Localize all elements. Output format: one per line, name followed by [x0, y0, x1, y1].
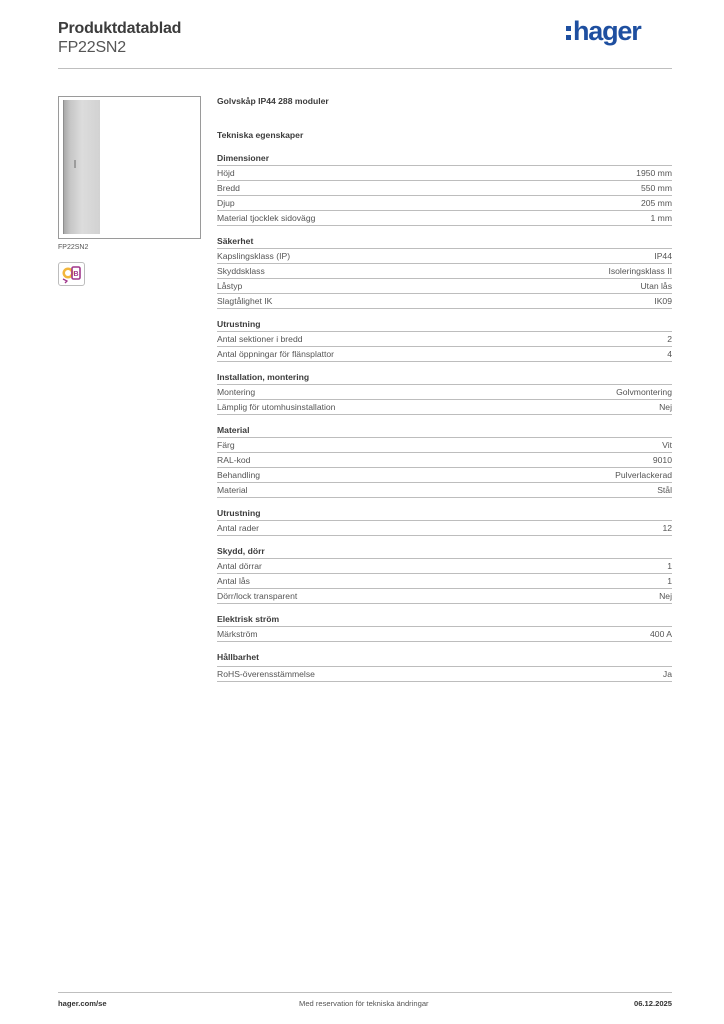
spec-row [217, 181, 672, 196]
spec-label: Dörr/lock transparent [217, 591, 298, 601]
product-code: FP22SN2 [58, 39, 126, 56]
spec-value: Ja [662, 669, 672, 679]
hager-logo[interactable] [566, 14, 641, 48]
spec-value: Nej [659, 591, 672, 601]
spec-group-title: Skydd, dörr [217, 545, 672, 559]
spec-group-title: Säkerhet [217, 235, 672, 249]
footer-disclaimer: Med reservation för tekniska ändringar [299, 999, 429, 1008]
spec-value: 1 [667, 561, 672, 571]
spec-row [217, 667, 672, 682]
spec-row [217, 166, 672, 181]
document-title: Produktdatablad [58, 20, 182, 37]
spec-row [217, 521, 672, 536]
spec-row [217, 264, 672, 279]
spec-group-title: Utrustning [217, 318, 672, 332]
spec-row [217, 385, 672, 400]
recycling-label-icon [58, 262, 85, 286]
spec-value: 9010 [652, 455, 672, 465]
spec-row [217, 468, 672, 483]
spec-group [217, 651, 672, 682]
spec-value: 400 A [650, 629, 672, 639]
spec-group [217, 235, 672, 309]
spec-group [217, 613, 672, 642]
spec-label: Antal sektioner i bredd [217, 334, 303, 344]
spec-value: 205 mm [640, 198, 672, 208]
spec-row [217, 438, 672, 453]
spec-value: Nej [659, 402, 672, 412]
spec-label: Höjd [217, 168, 235, 178]
spec-value: Pulverlackerad [615, 470, 672, 480]
spec-group [217, 371, 672, 415]
spec-label: Märkström [217, 629, 258, 639]
specification-area [217, 96, 672, 691]
spec-label: Antal lås [217, 576, 250, 586]
spec-value: Isoleringsklass II [608, 266, 672, 276]
spec-label: Lämplig för utomhusinstallation [217, 402, 336, 412]
spec-group [217, 545, 672, 604]
spec-value: 1950 mm [636, 168, 672, 178]
spec-group [217, 424, 672, 498]
spec-group-title: Installation, montering [217, 371, 672, 385]
spec-group [217, 507, 672, 536]
spec-label: Bredd [217, 183, 240, 193]
cabinet-handle [74, 160, 76, 168]
spec-row [217, 453, 672, 468]
spec-row [217, 211, 672, 226]
spec-label: Slagtålighet IK [217, 296, 273, 306]
spec-value: Vit [662, 440, 672, 450]
spec-label: Låstyp [217, 281, 243, 291]
spec-value: 4 [667, 349, 672, 359]
product-image [58, 96, 201, 239]
spec-value: Stål [657, 485, 672, 495]
spec-group-title: Utrustning [217, 507, 672, 521]
spec-label: Material tjocklek sidovägg [217, 213, 316, 223]
spec-value: 2 [667, 334, 672, 344]
technical-properties-title: Tekniska egenskaper [217, 130, 304, 140]
spec-row [217, 627, 672, 642]
spec-group [217, 152, 672, 226]
spec-row [217, 279, 672, 294]
spec-value: IP44 [654, 251, 672, 261]
spec-value: 550 mm [640, 183, 672, 193]
spec-label: Antal öppningar för flänsplattor [217, 349, 335, 359]
spec-label: Färg [217, 440, 235, 450]
spec-value: Utan lås [640, 281, 672, 291]
spec-group-title: Dimensioner [217, 152, 672, 166]
product-description: Golvskåp IP44 288 moduler [217, 96, 329, 106]
spec-value: Golvmontering [616, 387, 672, 397]
spec-value: IK09 [654, 296, 672, 306]
spec-label: RAL-kod [217, 455, 251, 465]
floor-cabinet-image [63, 100, 100, 234]
spec-row [217, 483, 672, 498]
spec-row [217, 347, 672, 362]
spec-row [217, 589, 672, 604]
spec-value: 12 [662, 523, 672, 533]
spec-label: Skyddsklass [217, 266, 265, 276]
spec-value: 1 [667, 576, 672, 586]
footer-divider [58, 992, 672, 993]
spec-label: Montering [217, 387, 256, 397]
spec-group-title: Hållbarhet [217, 651, 672, 667]
specification-groups [217, 152, 672, 682]
spec-group [217, 318, 672, 362]
logo-text: hager [573, 15, 641, 46]
image-caption: FP22SN2 [58, 244, 89, 251]
spec-label: RoHS-överensstämmelse [217, 669, 315, 679]
spec-value: 1 mm [650, 213, 672, 223]
footer-date: 06.12.2025 [633, 999, 672, 1008]
spec-row [217, 400, 672, 415]
svg-text:B: B [73, 271, 79, 278]
spec-row [217, 559, 672, 574]
spec-row [217, 196, 672, 211]
spec-row [217, 294, 672, 309]
spec-row [217, 332, 672, 347]
header-divider [58, 68, 672, 69]
spec-label: Antal dörrar [217, 561, 262, 571]
spec-label: Kapslingsklass (IP) [217, 251, 291, 261]
spec-group-title: Elektrisk ström [217, 613, 672, 627]
spec-label: Material [217, 485, 248, 495]
spec-row [217, 249, 672, 264]
spec-row [217, 574, 672, 589]
spec-group-title: Material [217, 424, 672, 438]
spec-label: Djup [217, 198, 235, 208]
footer-website[interactable]: hager.com/se [58, 999, 107, 1008]
spec-label: Antal rader [217, 523, 260, 533]
spec-label: Behandling [217, 470, 261, 480]
logo-dots-icon [566, 26, 571, 40]
